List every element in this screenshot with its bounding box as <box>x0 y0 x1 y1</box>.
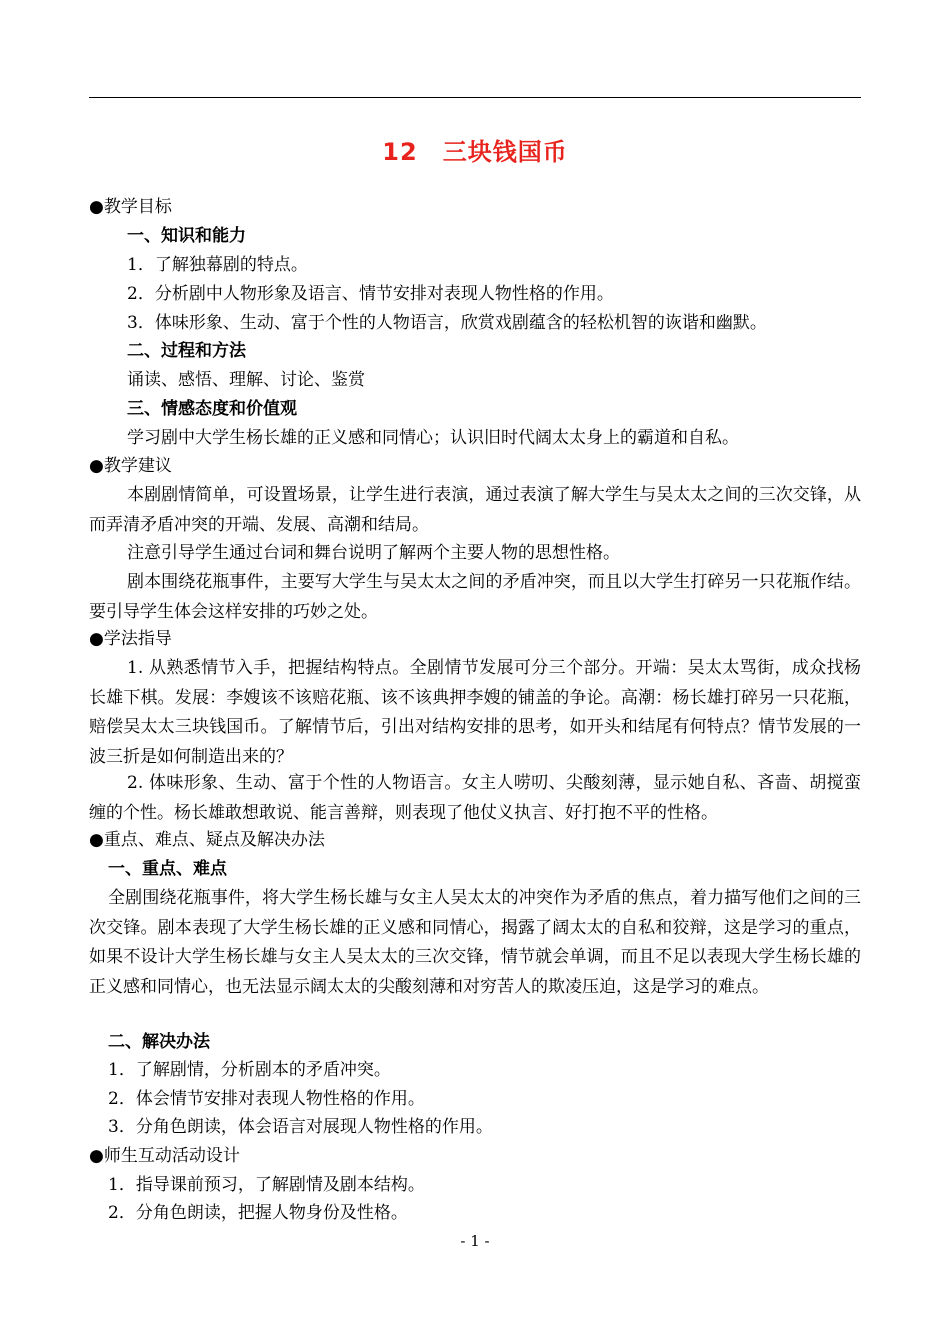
method-heading: ●学法指导 <box>89 629 172 649</box>
activities-heading: ●师生互动活动设计 <box>89 1146 240 1166</box>
key-points-sub1-heading: 一、重点、难点 <box>108 859 227 879</box>
key-points-heading: ●重点、难点、疑点及解决办法 <box>89 830 325 850</box>
activity-item-2: 2．分角色朗读，把握人物身份及性格。 <box>108 1203 408 1223</box>
process-heading: 二、过程和方法 <box>127 341 246 361</box>
solution-item-2: 2．体会情节安排对表现人物性格的作用。 <box>108 1089 425 1109</box>
method-paragraph-1: 1. 从熟悉情节入手，把握结构特点。全剧情节发展可分三个部分。开端：吴太太骂街，成众找杨长雄下棋。发展：李嫂该不该赔花瓶、该不该典押李嫂的铺盖的争论。高潮：杨长雄打碎另一只花瓶，赔偿吴太太三块钱国币。了解情节后，引出对结构安排的思考，如开头和结尾有何特点？情节发展的一波三折是如何制造出来的？ <box>89 658 861 767</box>
key-points-sub2-heading: 二、解决办法 <box>108 1032 210 1052</box>
knowledge-item-3: 3．体味形象、生动、富于个性的人物语言，欣赏戏剧蕴含的轻松机智的诙谐和幽默。 <box>127 313 767 333</box>
emotion-text: 学习剧中大学生杨长雄的正义感和同情心；认识旧时代阔太太身上的霸道和自私。 <box>127 428 739 448</box>
suggestion-paragraph-2: 注意引导学生通过台词和舞台说明了解两个主要人物的思想性格。 <box>127 543 620 563</box>
solution-item-1: 1．了解剧情，分析剧本的矛盾冲突。 <box>108 1060 391 1080</box>
header-rule <box>89 97 861 98</box>
suggestion-paragraph-1: 本剧剧情简单，可设置场景，让学生进行表演，通过表演了解大学生与吴太太之间的三次交锋，从而弄清矛盾冲突的开端、发展、高潮和结局。 <box>89 485 861 535</box>
solution-item-3: 3．分角色朗读，体会语言对展现人物性格的作用。 <box>108 1117 493 1137</box>
method-paragraph-2: 2. 体味形象、生动、富于个性的人物语言。女主人唠叨、尖酸刻薄，显示她自私、吝啬、胡搅蛮缠的个性。杨长雄敢想敢说、能言善辩，则表现了他仗义执言、好打抱不平的性格。 <box>89 773 861 823</box>
document-title: 12 三块钱国币 <box>382 138 568 166</box>
knowledge-item-1: 1．了解独幕剧的特点。 <box>127 255 308 275</box>
page-number: - 1 - <box>460 1232 490 1250</box>
knowledge-item-2: 2．分析剧中人物形象及语言、情节安排对表现人物性格的作用。 <box>127 284 614 304</box>
goals-heading: ●教学目标 <box>89 197 172 217</box>
emotion-heading: 三、情感态度和价值观 <box>127 399 297 419</box>
key-points-sub1-text: 全剧围绕花瓶事件，将大学生杨长雄与女主人吴太太的冲突作为矛盾的焦点，着力描写他们之间的三次交锋。剧本表现了大学生杨长雄的正义感和同情心，揭露了阔太太的自私和狡辩，这是学习的重点，如果不设计大学生杨长雄与女主人吴太太的三次交锋，情节就会单调，而且不足以表现大学生杨长雄的正义感和同情心，也无法显示阔太太的尖酸刻薄和对穷苦人的欺凌压迫，这是学习的难点。 <box>89 888 861 997</box>
suggestion-paragraph-3: 剧本围绕花瓶事件，主要写大学生与吴太太之间的矛盾冲突，而且以大学生打碎另一只花瓶作结。要引导学生体会这样安排的巧妙之处。 <box>89 572 861 622</box>
activity-item-1: 1．指导课前预习，了解剧情及剧本结构。 <box>108 1175 425 1195</box>
knowledge-heading: 一、知识和能力 <box>127 226 246 246</box>
suggestions-heading: ●教学建议 <box>89 456 172 476</box>
process-text: 诵读、感悟、理解、讨论、鉴赏 <box>127 370 365 390</box>
